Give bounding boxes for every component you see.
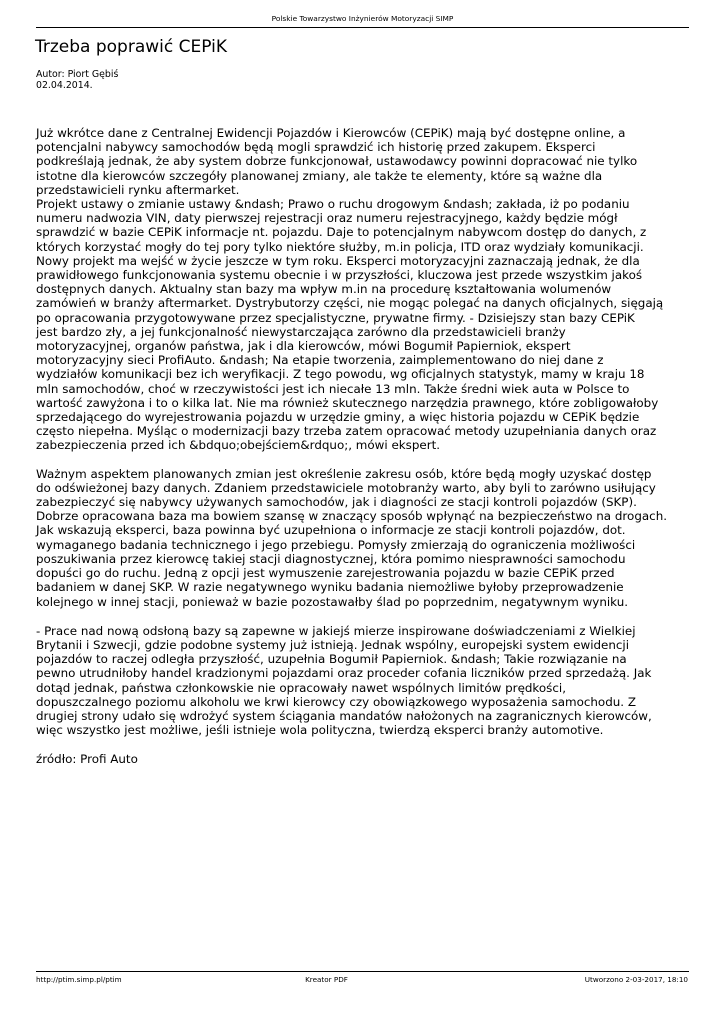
- footer-url-link[interactable]: http://ptim.simp.pl/ptim: [36, 975, 122, 984]
- paragraph-line: do odświeżonej bazy danych. Zdaniem przedstawiciele motobranży warto, aby byli to zarówno usiłujący: [36, 480, 656, 495]
- article-body: [36, 126, 700, 767]
- paragraph-line: Dobrze opracowana baza ma bowiem szansę w znaczący sposób wpłynąć na bezpieczeństwo na drogach.: [36, 509, 668, 524]
- paragraph-line: wymaganego badania technicznego i jego przebiegu. Pomysły zmierzają do ograniczenia możliwości: [36, 537, 636, 552]
- paragraph-line: pojazdów to raczej odległa przyszłość, uzupełnia Bogumił Papierniok. &ndash; Takie rozwiązanie na: [36, 652, 627, 667]
- paragraph-line: jest bardzo zły, a jej funkcjonalność niewystarczająca zarówno dla przedstawicieli branży: [36, 324, 566, 339]
- paragraph-line: Jak wskazują eksperci, baza powinna być uzupełniona o informacje ze stacji kontroli pojazdów, dot.: [36, 523, 626, 538]
- paragraph-line: mln samochodów, choć w rzeczywistości jest ich niecałe 13 mln. Także średni wiek auta w Polsce to: [36, 381, 630, 396]
- paragraph-line: potencjalni nabywcy samochodów będą mogli sprawdzić ich historię przed zakupem. Eksperci: [36, 140, 596, 155]
- article-date: 02.04.2014.: [36, 80, 93, 91]
- paragraph-line: - Prace nad nową odsłoną bazy są zapewne w jakiejś mierze inspirowane doświadczeniami z Wielkiej: [36, 623, 636, 638]
- paragraph-line: często niepełna. Myśląc o modernizacji bazy trzeba zatem opracować metody uzupełniania danych oraz: [36, 424, 657, 439]
- paragraph-line: Brytanii i Szwecji, gdzie podobne systemy już istnieją. Jednak wspólny, europejski system ewidencji: [36, 637, 630, 652]
- paragraph-line: prawidłowego funkcjonowania systemu obecnie i w przyszłości, kluczowa jest przede wszystkim jakoś: [36, 268, 643, 283]
- paragraph-line: wydziałów komunikacji bez ich weryfikacji. Z tego powodu, wg oficjalnych statystyk, mamy w kraju 18: [36, 367, 645, 382]
- header-divider: [36, 27, 689, 28]
- paragraph-line: drugiej strony udało się wdrożyć system ściągania mandatów nałożonych na zagranicznych kierowców,: [36, 708, 652, 723]
- footer-divider: [36, 971, 689, 972]
- paragraph-line: po opracowania przygotowywane przez specjalistyczne, prywatne firmy. - Dzisiejszy stan bazy CEPiK: [36, 310, 635, 325]
- paragraph-line: dostępnych danych. Aktualny stan bazy ma wpływ m.in na procedurę kształtowania wolumenów: [36, 282, 612, 297]
- paragraph-line: motoryzacyjnej, organów państwa, jak i dla kierowców, mówi Bogumił Papierniok, ekspert: [36, 339, 571, 354]
- paragraph-line: dopuszczalnego poziomu alkoholu we krwi kierowcy czy obowiązkowego wyposażenia samochodu. Z: [36, 694, 636, 709]
- paragraph-line: dotąd jednak, państwa członkowskie nie opracowały nawet wspólnych limitów prędkości,: [36, 680, 566, 695]
- paragraph-line: kolejnego w innej stacji, ponieważ w bazie pozostawałby ślad po poprzednim, negatywnym wyniku.: [36, 594, 629, 609]
- paragraph-line: zabezpieczenia przed ich &bdquo;obejściem&rdquo;, mówi ekspert.: [36, 438, 441, 453]
- article-meta: [36, 69, 118, 91]
- paragraph-line: Projekt ustawy o zmianie ustawy &ndash; Prawo o ruchu drogowym &ndash; zakłada, iż po podaniu: [36, 197, 630, 212]
- paragraph-line: więc wszystko jest możliwe, jeśli istnieje wola polityczna, twierdzą eksperci branży automotive.: [36, 723, 604, 738]
- page-header: Polskie Towarzystwo Inżynierów Motoryzacji SIMP: [271, 14, 454, 23]
- paragraph-line: sprawdzić w bazie CEPiK informacje nt. pojazdu. Daje to potencjalnym nabywcom dostęp do danych, z: [36, 225, 647, 240]
- footer-generator: Kreator PDF: [305, 975, 348, 984]
- paragraph-line: wartość zawyżona i to o kilka lat. Nie ma również skutecznego narzędzia prawnego, które zobligowałoby: [36, 395, 659, 410]
- paragraph-line: dopuści go do ruchu. Jedną z opcji jest wymuszenie zarejestrowania pojazdu w bazie CEPiK przed: [36, 566, 615, 581]
- paragraph-line: istotne dla kierowców szczegóły planowanej zmiany, ale także te elementy, które są ważne dla: [36, 168, 603, 183]
- paragraph-line: pewno utrudniłoby handel kradzionymi pojazdami oraz proceder cofania liczników przed sprzedażą. Jak: [36, 666, 652, 681]
- article-paragraph-3: [36, 624, 700, 738]
- paragraph-line: Już wkrótce dane z Centralnej Ewidencji Pojazdów i Kierowców (CEPiK) mają być dostępne online, a: [36, 126, 626, 140]
- article-author: Autor: Piort Gębiś: [36, 69, 119, 80]
- paragraph-line: poszukiwania przez kierowcę takiej stacji diagnostycznej, która pomimo niesprawności samochodu: [36, 551, 626, 566]
- paragraph-line: numeru nadwozia VIN, daty pierwszej rejestracji oraz numeru rejestracyjnego, każdy będzie mógł: [36, 211, 618, 226]
- article-source: źródło: Profi Auto: [36, 752, 138, 767]
- paragraph-line: Ważnym aspektem planowanych zmian jest określenie zakresu osób, które będą mogły uzyskać dostęp: [36, 466, 652, 481]
- footer-created-date: Utworzono 2-03-2017, 18:10: [584, 975, 688, 984]
- paragraph-line: podkreślają jednak, że aby system dobrze funkcjonował, ustawodawcy powinni dopracować nie tylko: [36, 154, 638, 169]
- paragraph-line: których korzystać mogły do tej pory tylko niektóre służby, m.in policja, ITD oraz wydziały komunikacji.: [36, 239, 644, 254]
- paragraph-line: zabezpieczyć się nabywcy używanych samochodów, jak i diagności ze stacji kontroli pojazdów (SKP).: [36, 495, 637, 510]
- paragraph-line: Nowy projekt ma wejść w życie jeszcze w tym roku. Eksperci motoryzacyjni zaznaczają jednak, że dla: [36, 253, 640, 268]
- article-paragraph-1: [36, 126, 700, 453]
- paragraph-line: motoryzacyjny sieci ProfiAuto. &ndash; Na etapie tworzenia, zaimplementowano do niej dane z: [36, 353, 604, 368]
- paragraph-line: przedstawicieli rynku aftermarket.: [36, 182, 240, 197]
- paragraph-line: zamówień w branży aftermarket. Dystrybutorzy części, nie mogąc polegać na danych oficjalnych, sięgają: [36, 296, 664, 311]
- article-title: Trzeba poprawić CEPiK: [35, 37, 227, 57]
- paragraph-line: sprzedającego do wyrejestrowania pojazdu w urzędzie gminy, a więc historia pojazdu w CEPiK będzie: [36, 410, 640, 425]
- paragraph-line: badaniem w danej SKP. W razie negatywnego wyniku badania niemożliwe byłoby przeprowadzenie: [36, 580, 624, 595]
- article-paragraph-2: [36, 467, 700, 609]
